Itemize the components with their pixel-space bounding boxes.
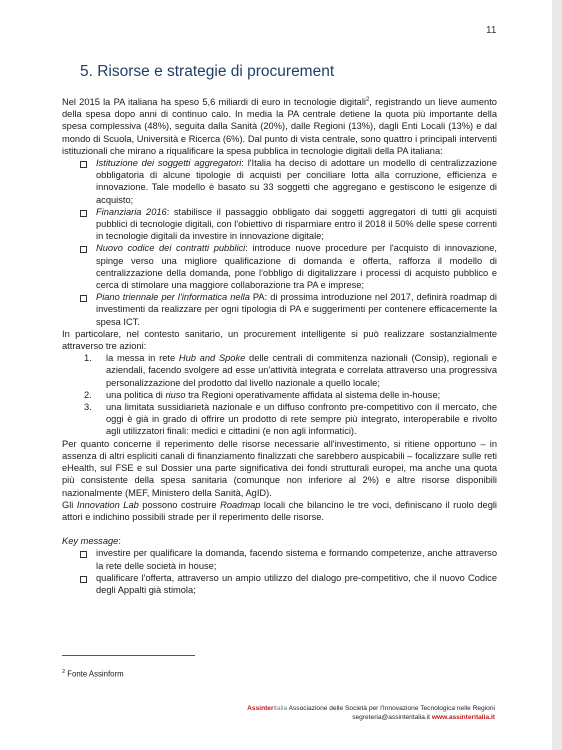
footer-website-link[interactable]: www.assinteritalia.it	[431, 714, 495, 721]
list-item: 2. una politica di riuso tra Regioni operativamente affidata al sistema delle in-house;	[84, 389, 441, 400]
key-message-heading: Key message:	[62, 536, 121, 547]
footnote: $^2$ Fonte Assinform	[62, 669, 124, 679]
square-bullet-icon	[80, 210, 87, 217]
list-item: Finanziaria 2016: stabilisce il passaggio obbligato dai soggetti aggregatori di tutti gli acquisti pubblici di tecnologie digitali, con l'obiettivo di risparmiare entro il 2018 il 50% delle spese correnti in tecnologie digitali da investire in innovazione digitale;	[80, 206, 497, 243]
section-title: 5. Risorse e strategie di procurement	[80, 63, 335, 80]
list-item: 3. una limitata sussidiarietà nazionale e un diffuso confronto pre-competitivo con il mercato, che oggi è già in grado di offrire un prodotto di rete sempre più integrato, interoperabile e rivolto agli utilizzatori finali: medici e cittadini (e non agli informatici).	[84, 402, 497, 437]
list-item: Nuovo codice dei contratti pubblici: introduce nuove procedure per l'acquisto di innovazione, spinge verso una migliore qualificazione di domanda e offerta, rafforza il modello di centralizzazione della domanda, pone l'obbligo di digitalizzare i processi di acquisto pubblico e cerca di stimolare una maggiore collaborazione tra PA e imprese;	[80, 242, 497, 291]
square-bullet-icon	[80, 246, 87, 253]
brand-logo-text: Assinter	[247, 705, 274, 712]
square-bullet-icon	[80, 295, 87, 302]
list-item: investire per qualificare la domanda, facendo sistema e formando competenze, anche attraverso la rete delle società in house;	[80, 547, 497, 571]
interventions-list	[62, 157, 497, 328]
list-item: 1. la messa in rete Hub and Spoke delle centrali di commitenza nazionali (Consip), regionali e aziendali, facendo svolgere ad esse un'attività integrata e correlata attraverso una progressiva personalizzazione del prodotto dal livello nazionale a quello locale;	[84, 353, 497, 388]
square-bullet-icon	[80, 551, 87, 558]
footnote-ref[interactable]: 2	[365, 96, 370, 103]
key-messages-list	[62, 547, 497, 596]
footnote-divider	[62, 655, 195, 656]
actions-list	[62, 352, 497, 437]
footer-contacts	[352, 714, 495, 721]
list-item: Istituzione dei soggetti aggregatori: l'Italia ha deciso di adottare un modello di centralizzazione obbligatoria di alcune tipologie di acquisti per conciliare lotta alla corruzione, efficienza e innovazione. Tale modello è basato su 33 soggetti che aggregano e gestiscono le esigenze di acquisto;	[80, 157, 497, 206]
viewer-scroll-margin	[552, 0, 562, 750]
page-number: 11	[486, 25, 497, 36]
list-item: qualificare l'offerta, attraverso un ampio utilizzo del dialogo pre-competitivo, che il nuovo Codice degli Appalti già stimola;	[80, 572, 497, 596]
intro-paragraph: Nel 2015 la PA italiana ha speso 5,6 miliardi di euro in tecnologie digitali$^2$, registrando un lieve aumento della spesa dopo anni di continuo calo. In media la PA centrale detiene la quota più importante della spesa complessiva (48%), seguita dalla Sanità (20%), dalle Regioni (13%), dagli Enti Locali (13%) e dal mondo di Scuola, Università e Ricerca (6%). Dal punto di vista centrale, sono quattro i principali interventi istituzionali che mirano a riqualificare la spesa pubblica in tecnologie digitali della PA italiana:	[62, 96, 497, 156]
healthcare-intro: In particolare, nel contesto sanitario, un procurement intelligente si può realizzare sostanzialmente attraverso tre azioni:	[62, 328, 497, 352]
list-item: Piano triennale per l'informatica nella PA: di prossima introduzione nel 2017, definirà roadmap di investimenti da realizzare per ogni tipologia di PA e suggerimenti per contenere efficacemente la spesa ICT.	[80, 291, 497, 328]
square-bullet-icon	[80, 161, 87, 168]
footer-organization: Assinteritalia Associazione delle Società per l'Innovazione Tecnologica nelle Regioni	[247, 705, 495, 712]
funding-paragraph: Per quanto concerne il reperimento delle risorse necessarie all'investimento, si ritiene opportuno – in assenza di altri espliciti canali di finanziamento finalizzati che sarebbero auspicabili – focalizzare sulle reti eHealth, sul FSE e sul Dossier una parte significativa dei fondi strutturali europei, ma anche una quota più consistente della spesa sanitaria (comunque non inferiore al 2%) e altre risorse disponibili nazionalmente (MEF, Ministero della Sanità, AgID).	[62, 438, 497, 498]
innovation-lab-paragraph: Gli Innovation Lab possono costruire Roadmap locali che bilancino le tre voci, definiscano il ruolo degli attori e indichino possibili strade per il reperimento delle risorse.	[62, 499, 497, 522]
footer-email[interactable]: segreteria@assinteritalia.it	[352, 714, 430, 721]
section-body	[62, 96, 497, 596]
square-bullet-icon	[80, 576, 87, 583]
